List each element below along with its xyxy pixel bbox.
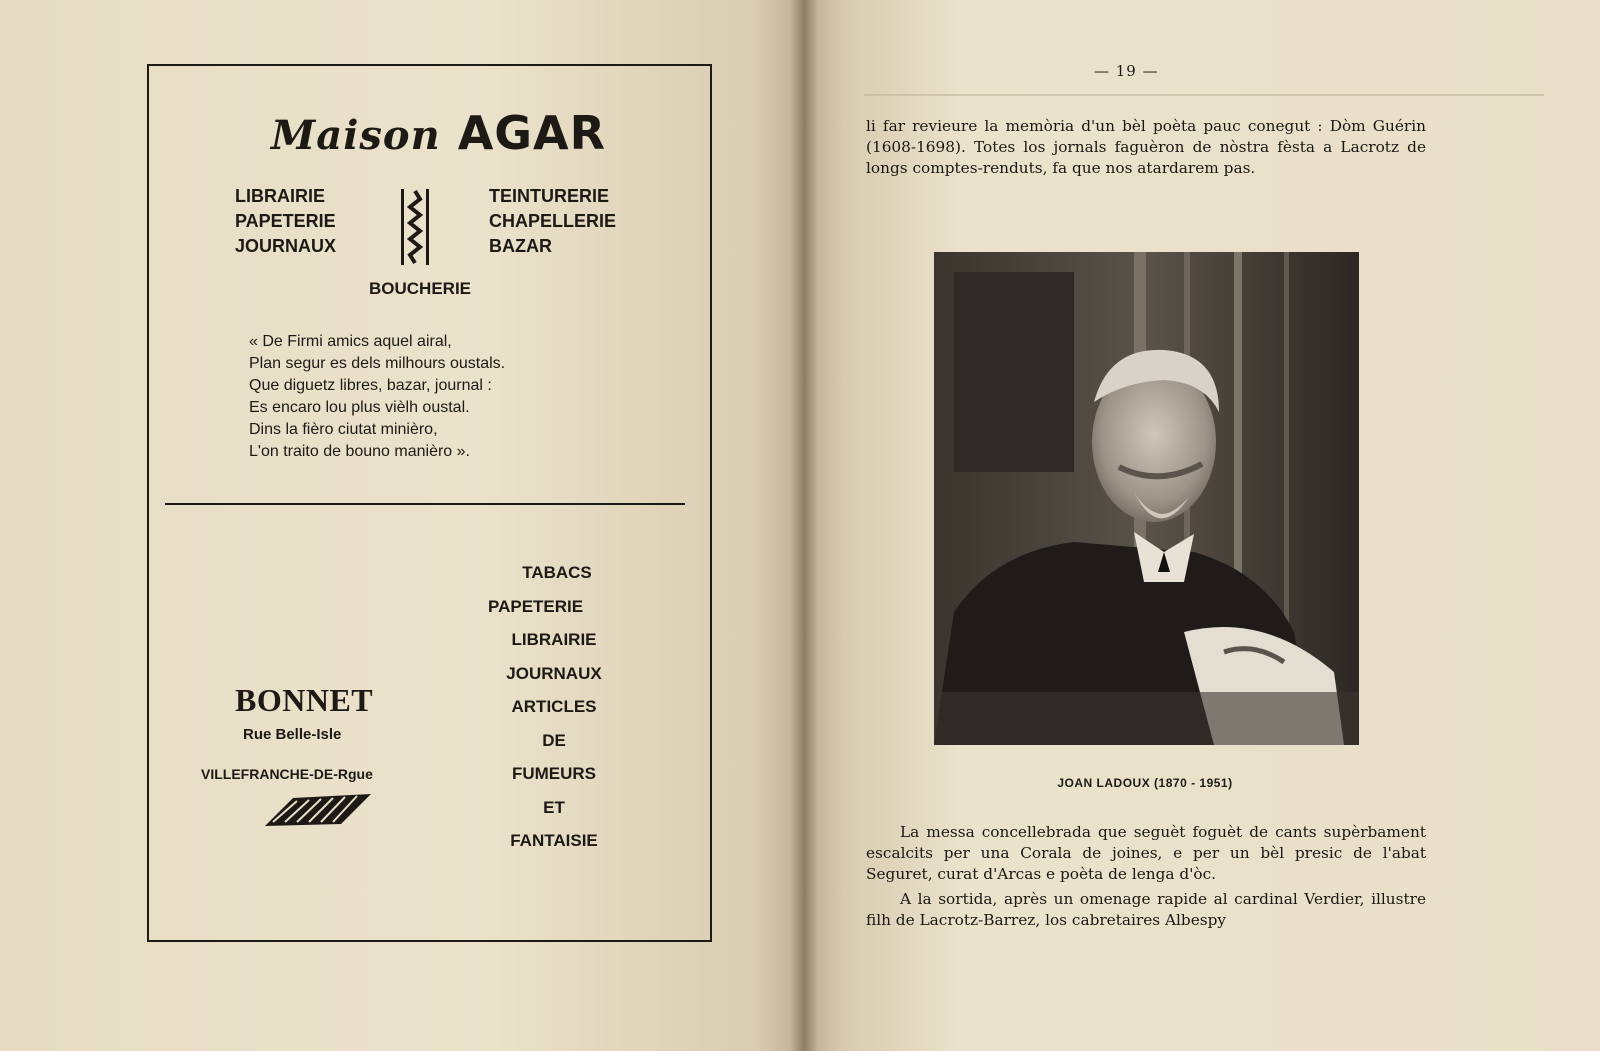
- page-top-rule: [864, 90, 1544, 100]
- poem-line: Es encaro lou plus vièlh oustal.: [249, 399, 470, 416]
- book-gutter: [790, 0, 818, 1051]
- article-paragraph: A la sortida, après un omenage rapide al cardinal Verdier, illustre filh de Lacrotz-Barrez, los cabretaires Albespy: [866, 890, 1426, 929]
- tobacconist-item: FUMEURS: [511, 764, 597, 783]
- page-number: — 19 —: [1094, 62, 1159, 80]
- category-item: BAZAR: [489, 236, 552, 256]
- category-item: TEINTURERIE: [489, 186, 610, 206]
- article-paragraph: La messa concellebrada que seguèt foguèt de cants supèrbament escalcits per una Corala de joines, e per un bèl presic de l'abat Seguret, curat d'Arcas e poèta de lenga d'òc.: [866, 823, 1426, 883]
- tobacconist-item: TABACS: [522, 563, 592, 582]
- shop-categories-left: [235, 184, 336, 259]
- tobacconist-item: JOURNAUX: [506, 663, 602, 683]
- right-page: [804, 0, 1600, 1051]
- shop-title-script: Maison: [271, 112, 441, 159]
- category-item: CHAPELLERIE: [489, 211, 617, 231]
- article-text-bottom: [866, 822, 1426, 935]
- poem-line: Que diguetz libres, bazar, journal :: [249, 377, 492, 394]
- tobacconist-item: ARTICLES: [511, 697, 597, 716]
- decorative-swash-icon: [263, 792, 373, 828]
- bonnet-street: Rue Belle-Isle: [243, 726, 342, 743]
- tobacconist-item: PAPETERIE: [488, 596, 584, 616]
- shop-categories-right: [489, 184, 616, 259]
- portrait-photo: [934, 252, 1359, 745]
- advert-poem: [249, 331, 505, 463]
- category-item: LIBRAIRIE: [235, 186, 325, 206]
- article-paragraph: li far revieure la memòria d'un bèl poèta pauc conegut : Dòm Guérin (1608-1698). Totes los jornals faguèron de nòstra fèsta a Lacrotz de longs comptes-renduts, fa que nos atardarem pas.: [866, 117, 1426, 177]
- tobacconist-item: FANTAISIE: [510, 831, 598, 850]
- tobacconist-item: LIBRAIRIE: [511, 630, 597, 649]
- poem-line: Dins la fièro ciutat minièro,: [249, 421, 438, 438]
- category-item: JOURNAUX: [235, 236, 337, 256]
- photo-caption: JOAN LADOUX (1870 - 1951): [1057, 776, 1233, 790]
- divider-ornament-icon: [401, 189, 429, 265]
- tobacconist-item: DE: [542, 730, 566, 750]
- advertisement-frame: [147, 64, 712, 942]
- poem-line: Plan segur es dels milhours oustals.: [249, 355, 506, 372]
- shop-title-name: AGAR: [457, 106, 607, 160]
- tobacconist-items: [488, 556, 614, 858]
- advert-divider: [165, 503, 685, 505]
- bonnet-shop-name: BONNET: [235, 682, 374, 718]
- poem-line: L'on traito de bouno manièro ».: [249, 443, 470, 460]
- shop-title: [271, 106, 606, 160]
- article-text-top: [866, 116, 1426, 183]
- tobacconist-item: ET: [543, 797, 565, 817]
- category-boucherie: BOUCHERIE: [369, 279, 472, 298]
- portrait-image: [934, 252, 1359, 745]
- poem-line: « De Firmi amics aquel airal,: [249, 333, 452, 350]
- bonnet-city: VILLEFRANCHE-DE-Rgue: [201, 766, 373, 782]
- category-item: PAPETERIE: [235, 211, 336, 231]
